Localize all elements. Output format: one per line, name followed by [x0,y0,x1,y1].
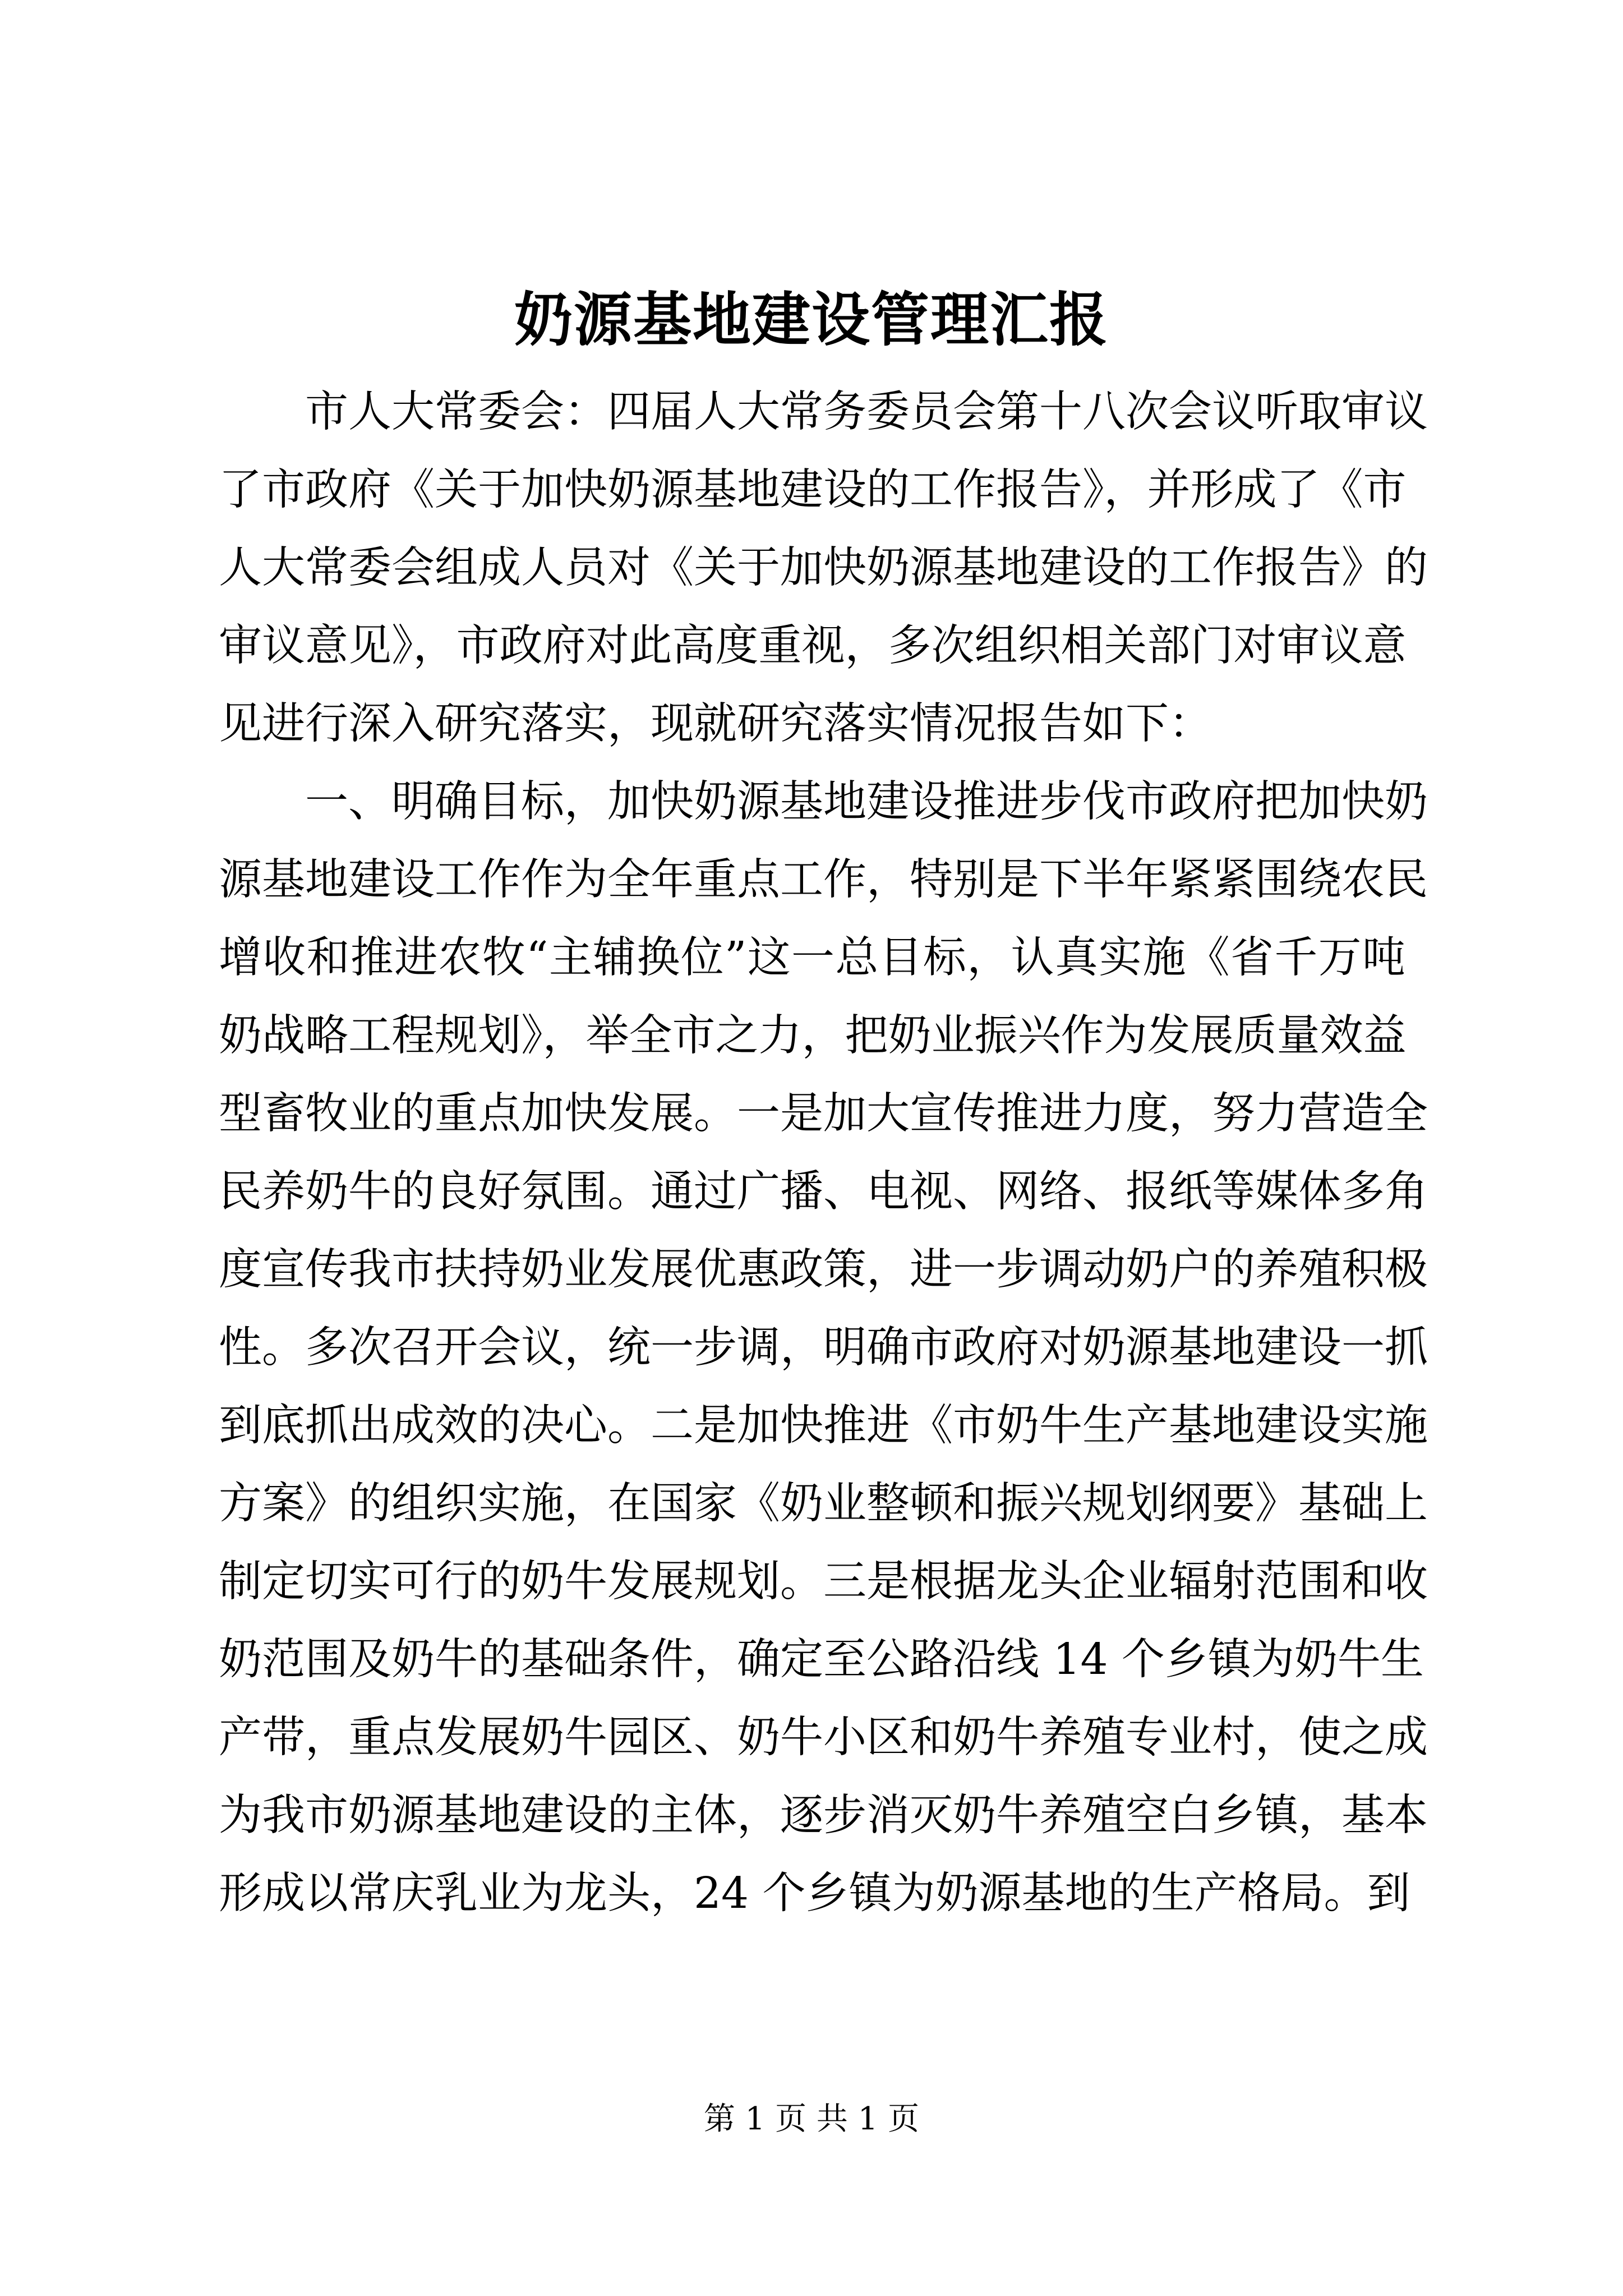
body-line: 人大常委会组成人员对《关于加快奶源基地建设的工作报告》的 [219,543,1428,593]
body-line: 市人大常委会：四届人大常务委员会第十八次会议听取审议 [219,387,1428,437]
body-line: 奶范围及奶牛的基础条件，确定至公路沿线 14 个乡镇为奶牛生 [219,1635,1424,1685]
body-line: 型畜牧业的重点加快发展。一是加大宣传推进力度，努力营造全 [219,1089,1428,1139]
body-line: 制定切实可行的奶牛发展规划。三是根据龙头企业辐射范围和收 [219,1557,1428,1607]
body-line: 见进行深入研究落实，现就研究落实情况报告如下： [219,699,1212,749]
body-line: 形成以常庆乳业为龙头，24 个乡镇为奶源基地的生产格局。到 [219,1869,1410,1918]
body-line: 民养奶牛的良好氛围。通过广播、电视、网络、报纸等媒体多角 [219,1167,1428,1217]
document-body [219,373,1428,1932]
body-line: 审议意见》，市政府对此高度重视，多次组织相关部门对审议意 [219,621,1407,671]
page-number-footer: 第 1 页 共 1 页 [703,2101,920,2137]
body-line: 为我市奶源基地建设的主体，逐步消灭奶牛养殖空白乡镇，基本 [219,1791,1428,1841]
body-line: 度宣传我市扶持奶业发展优惠政策，进一步调动奶户的养殖积极 [219,1245,1428,1295]
body-line: 性。多次召开会议，统一步调，明确市政府对奶源基地建设一抓 [219,1323,1428,1373]
body-line: 奶战略工程规划》，举全市之力，把奶业振兴作为发展质量效益 [219,1011,1407,1061]
body-line: 方案》的组织实施，在国家《奶业整顿和振兴规划纲要》基础上 [219,1479,1428,1529]
body-line: 一、明确目标，加快奶源基地建设推进步伐市政府把加快奶 [219,777,1428,827]
body-line: 产带，重点发展奶牛园区、奶牛小区和奶牛养殖专业村，使之成 [219,1713,1428,1763]
body-line: 到底抓出成效的决心。二是加快推进《市奶牛生产基地建设实施 [219,1401,1428,1451]
body-line: 增收和推进农牧“主辅换位”这一总目标，认真实施《省千万吨 [219,933,1405,983]
document-title: 奶源基地建设管理汇报 [514,285,1109,354]
body-line: 源基地建设工作作为全年重点工作，特别是下半年紧紧围绕农民 [219,855,1428,905]
body-line: 了市政府《关于加快奶源基地建设的工作报告》，并形成了《市 [219,465,1407,515]
